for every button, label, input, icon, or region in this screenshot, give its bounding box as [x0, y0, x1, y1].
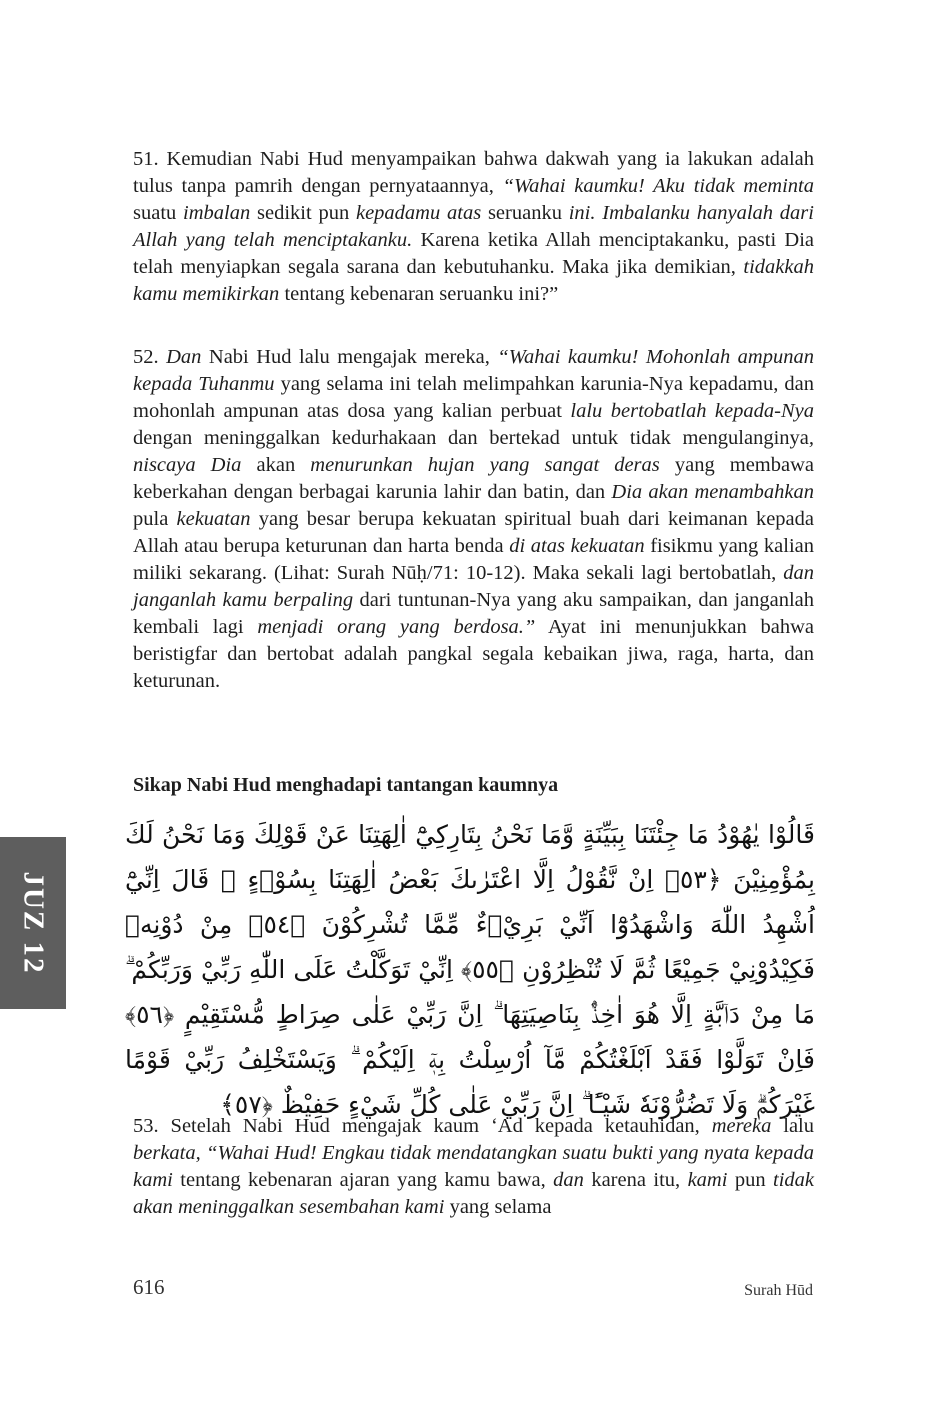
italic-text: “Wahai kaumku! Aku tidak meminta: [502, 175, 814, 197]
italic-text: tidakkah kamu memikirkan: [133, 256, 814, 305]
italic-text: Dia akan menambahkan: [611, 481, 814, 503]
italic-text: menjadi orang yang berdosa.”: [257, 616, 536, 638]
italic-text: dan: [553, 1169, 584, 1191]
text: yang besar berupa kekuatan spiritual buah dari keimanan kepada Allah atau berupa keturunan dan harta benda: [133, 508, 814, 557]
paragraph-53: [133, 1113, 814, 1221]
text: 52.: [133, 346, 167, 368]
juz-label: JUZ 12: [17, 871, 50, 975]
text: suatu: [133, 202, 184, 224]
text: lalu: [771, 1115, 815, 1137]
text: dari tuntunan-Nya yang aku sampaikan, dan janganlah kembali lagi: [133, 589, 815, 638]
running-footer-surah: Surah Hūd: [744, 1282, 813, 1299]
italic-text: kami: [687, 1169, 728, 1191]
italic-text: kekuatan: [176, 508, 251, 530]
text: 53. Setelah Nabi Hud mengajak kaum ‘Ad kepada ketauhidan,: [133, 1115, 712, 1137]
text: Nabi Hud lalu mengajak mereka,: [201, 346, 498, 368]
paragraph-51-text: [133, 146, 814, 308]
italic-text: , niscaya Dia: [133, 427, 814, 476]
italic-text: imbalan: [183, 202, 251, 224]
italic-text: “Wahai kaumku! Mohonlah ampunan kepada Tuhanmu: [133, 346, 814, 395]
italic-text: di atas kekuatan: [509, 535, 645, 557]
italic-text: dan janganlah kamu berpaling: [133, 562, 814, 611]
text: Karena ketika Allah menciptakanku, pasti Dia telah menyiapkan segala sarana dan kebutuhanku. Maka jika demikian,: [133, 229, 815, 278]
text: karena itu,: [583, 1169, 688, 1191]
text: 51. Kemudian Nabi Hud menyampaikan bahwa dakwah yang ia lakukan adalah tulus tanpa pamrih dengan pernyataannya,: [133, 148, 814, 197]
text: akan: [241, 454, 311, 476]
text: tentang kebenaran ajaran yang kamu bawa,: [172, 1169, 554, 1191]
paragraph-53-text: [133, 1113, 814, 1221]
italic-text: Dan: [166, 346, 202, 368]
arabic-verses: قَالُوْا يٰهُوْدُ مَا جِئْتَنَا بِبَيِّنَةٍ وَّمَا نَحْنُ بِتَارِكِيْٓ اٰلِهَتِنَا عَنْ قَوْلِكَ وَمَا نَحْنُ لَكَ بِمُؤْمِنِيْنَ ﴿٥٣﴾ اِنْ نَّقُوْلُ اِلَّا اعْتَرٰىكَ بَعْضُ اٰلِهَتِنَا بِسُوْۤءٍ ۗ قَالَ اِنِّيْٓ اُشْهِدُ اللّٰهَ وَاشْهَدُوْٓا اَنِّيْ بَرِيْۤءٌ مِّمَّا تُشْرِكُوْنَ ﴿٥٤﴾ مِنْ دُوْنِهٖ فَكِيْدُوْنِيْ جَمِيْعًا ثُمَّ لَا تُنْظِرُوْنِ ﴿٥٥﴾ اِنِّيْ تَوَكَّلْتُ عَلَى اللّٰهِ رَبِّيْ وَرَبِّكُمْ ۗ مَا مِنْ دَاۤبَّةٍ اِلَّا هُوَ اٰخِذٌۢ بِنَاصِيَتِهَا ۗ اِنَّ رَبِّيْ عَلٰى صِرَاطٍ مُّسْتَقِيْمٍ ﴿٥٦﴾ فَاِنْ تَوَلَّوْا فَقَدْ اَبْلَغْتُكُمْ مَّآ اُرْسِلْتُ بِهٖٓ اِلَيْكُمْ ۗ وَيَسْتَخْلِفُ رَبِّيْ قَوْمًا غَيْرَكُمْۗ وَلَا تَضُرُّوْنَهٗ شَيْـًٔا ۗ اِنَّ رَبِّيْ عَلٰى كُلِّ شَيْءٍ حَفِيْظٌ ﴿٥٧﴾: [125, 820, 816, 1119]
text: Ayat ini menunjukkan bahwa beristigfar dan bertobat adalah pangkal segala kebaikan jiwa, raga, harta, dan keturunan.: [133, 616, 814, 692]
italic-text: menurunkan hujan yang sangat deras: [310, 454, 660, 476]
paragraph-52-text: [133, 344, 814, 695]
text: tentang kebenaran seruanku ini?”: [279, 283, 559, 305]
juz-tab: [0, 837, 66, 1009]
text: pun: [727, 1169, 774, 1191]
text: yang selama ini telah melimpahkan karunia-Nya kepadamu, dan mohonlah ampunan atas dosa yang kalian perbuat: [133, 373, 814, 422]
text: seruanku: [481, 202, 569, 224]
paragraph-51: [133, 146, 814, 308]
text: yang membawa keberkahan dengan berbagai karunia lahir dan batin, dan: [133, 454, 814, 503]
section-heading: Sikap Nabi Hud menghadapi tantangan kaumnya: [133, 774, 559, 796]
text: dengan meninggalkan kedurhakaan dan bertekad untuk tidak mengulanginya: [133, 427, 809, 449]
italic-text: kepadamu atas: [355, 202, 482, 224]
italic-text: ini. Imbalanku hanyalah dari Allah yang telah menciptakanku.: [133, 202, 814, 251]
text: fisikmu yang kalian miliki sekarang. (Lihat: Surah Nūḥ/71: 10-12). Maka sekali lagi bertobatlah,: [133, 535, 814, 584]
page-number: 616: [133, 1275, 165, 1299]
italic-text: berkata, “Wahai Hud! Engkau tidak mendatangkan suatu bukti yang nyata kepada kami: [133, 1142, 814, 1191]
text: pula: [133, 508, 177, 530]
italic-text: lalu bertobatlah kepada-Nya: [570, 400, 814, 422]
italic-text: tidak akan meninggalkan sesembahan kami: [133, 1169, 815, 1218]
paragraph-52: [133, 344, 814, 695]
text: yang selama: [444, 1196, 552, 1218]
text: sedikit pun: [250, 202, 356, 224]
italic-text: mereka: [711, 1115, 772, 1137]
